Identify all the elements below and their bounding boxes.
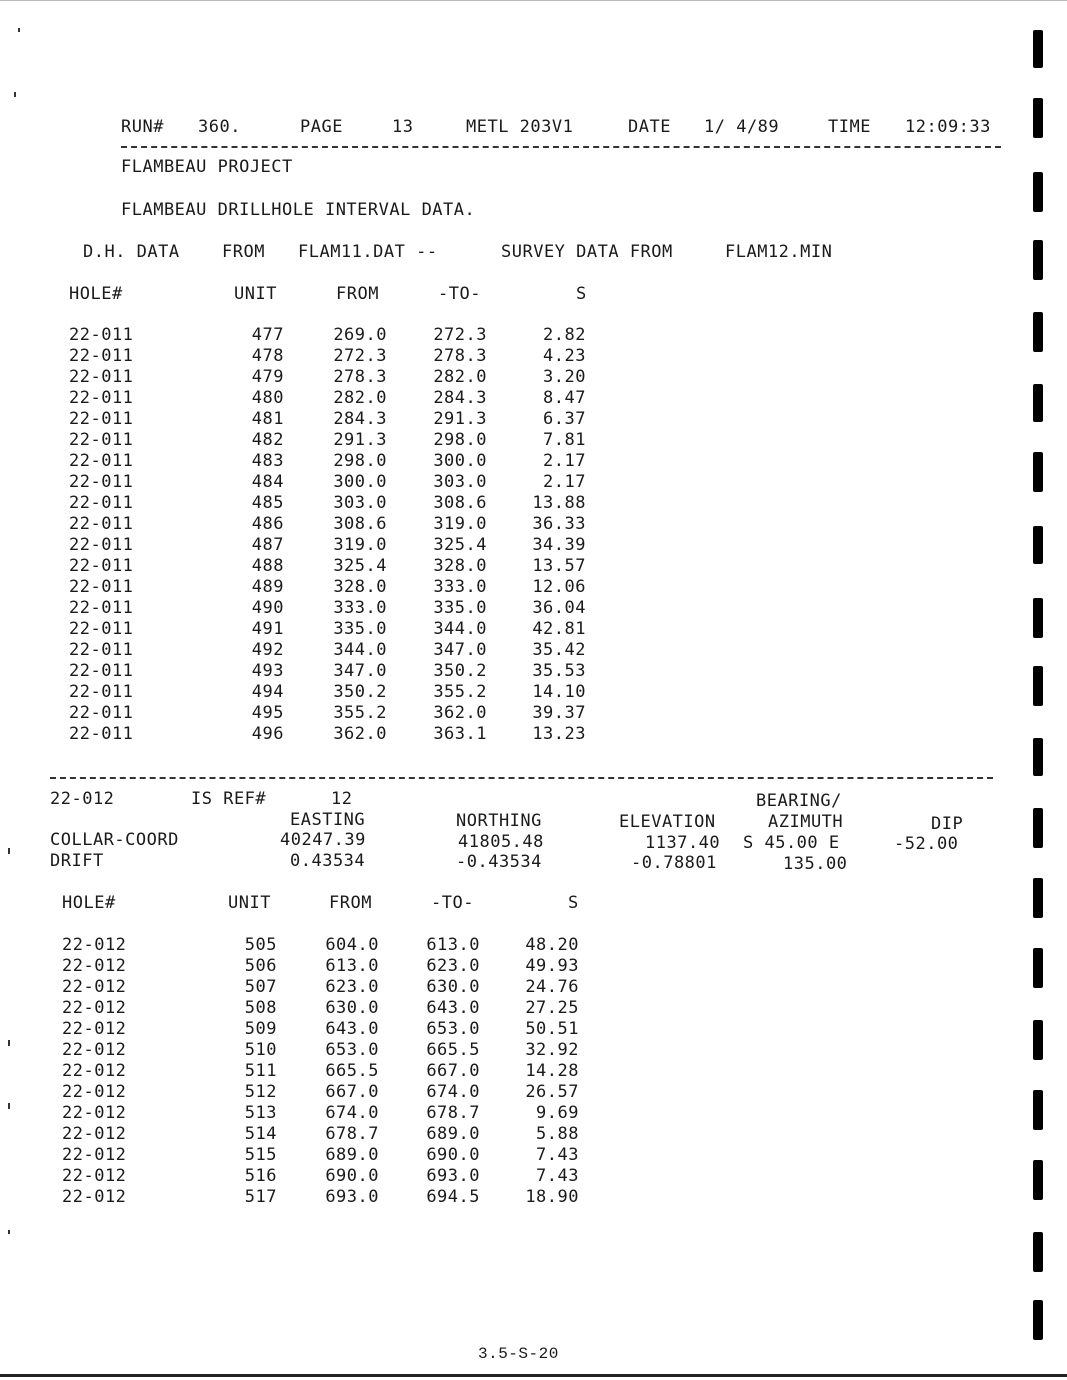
cell-unit: 505 [244,935,277,955]
cell-to: 630.0 [426,977,480,997]
table-row [0,493,700,514]
cell-to: 278.3 [433,346,487,366]
cell-unit: 483 [251,451,284,471]
cell-from: 300.0 [333,472,387,492]
table-row [0,682,700,703]
cell-s: 34.39 [532,535,586,555]
dip-label: DIP [931,814,964,834]
cell-hole: 22-011 [69,640,134,660]
cell-to: 690.0 [426,1145,480,1165]
edge-mark [1033,948,1043,988]
cell-to: 347.0 [433,640,487,660]
cell-s: 36.33 [532,514,586,534]
cell-s: 50.51 [525,1019,579,1039]
cell-to: 328.0 [433,556,487,576]
col-header-to-2: -TO- [431,893,474,913]
col-header-hole: HOLE# [69,284,123,304]
cell-to: 667.0 [426,1061,480,1081]
cell-to: 674.0 [426,1082,480,1102]
cell-from: 319.0 [333,535,387,555]
cell-hole: 22-012 [62,1166,127,1186]
cell-to: 355.2 [433,682,487,702]
page-value: 13 [392,117,414,137]
cell-hole: 22-011 [69,409,134,429]
collar-label: COLLAR-COORD [50,830,179,850]
cell-s: 6.37 [543,409,586,429]
table-row [0,956,700,977]
page-label: PAGE [300,117,343,137]
cell-hole: 22-011 [69,346,134,366]
table-row [0,430,700,451]
cell-hole: 22-012 [62,956,127,976]
cell-s: 13.57 [532,556,586,576]
cell-to: 344.0 [433,619,487,639]
cell-s: 42.81 [532,619,586,639]
edge-mark [1033,1232,1043,1272]
easting-label: EASTING [290,810,366,830]
cell-from: 643.0 [325,1019,379,1039]
col-header-s: S [576,284,587,304]
cell-from: 613.0 [325,956,379,976]
edge-mark [1033,1160,1043,1200]
drift-northing: -0.43534 [456,852,542,872]
cell-s: 26.57 [525,1082,579,1102]
cell-from: 355.2 [333,703,387,723]
col-header-to: -TO- [438,284,481,304]
collar-dip: -52.00 [894,834,959,854]
margin-speck [18,28,20,32]
margin-speck [8,848,10,854]
drift-easting: 0.43534 [290,851,366,871]
edge-mark [1033,1020,1043,1060]
cell-from: 278.3 [333,367,387,387]
margin-speck [8,1040,10,1046]
drift-label: DRIFT [50,851,104,871]
cell-unit: 517 [244,1187,277,1207]
cell-from: 328.0 [333,577,387,597]
cell-hole: 22-011 [69,388,134,408]
cell-from: 298.0 [333,451,387,471]
col-header-unit: UNIT [234,284,277,304]
table-row [0,619,700,640]
cell-from: 689.0 [325,1145,379,1165]
cell-hole: 22-011 [69,577,134,597]
cell-hole: 22-012 [62,1187,127,1207]
table-row [0,1019,700,1040]
table-row [0,1040,700,1061]
cell-s: 27.25 [525,998,579,1018]
cell-hole: 22-011 [69,451,134,471]
table-row [0,1082,700,1103]
cell-s: 24.76 [525,977,579,997]
cell-hole: 22-012 [62,1082,127,1102]
edge-mark [1033,30,1043,68]
edge-mark [1033,598,1043,638]
cell-unit: 486 [251,514,284,534]
cell-from: 325.4 [333,556,387,576]
northing-label: NORTHING [456,811,542,831]
table-row [0,409,700,430]
cell-from: 269.0 [333,325,387,345]
run-label: RUN# [121,117,164,137]
cell-hole: 22-011 [69,514,134,534]
cell-hole: 22-012 [62,1040,127,1060]
cell-hole: 22-011 [69,472,134,492]
cell-from: 362.0 [333,724,387,744]
edge-mark [1033,878,1043,918]
table-row [0,640,700,661]
cell-from: 282.0 [333,388,387,408]
table-row [0,514,700,535]
table-row [0,367,700,388]
edge-mark [1033,666,1043,706]
cell-unit: 480 [251,388,284,408]
table-row [0,1103,700,1124]
project-title: FLAMBEAU PROJECT [121,157,293,177]
collar-azimuth: S 45.00 E [743,833,840,853]
cell-hole: 22-012 [62,1061,127,1081]
cell-hole: 22-011 [69,430,134,450]
elevation-label: ELEVATION [619,812,716,832]
col-header-from-2: FROM [329,893,372,913]
cell-unit: 515 [244,1145,277,1165]
cell-s: 8.47 [543,388,586,408]
cell-hole: 22-011 [69,367,134,387]
edge-mark [1033,98,1043,138]
run-value: 360. [198,117,241,137]
report-title: FLAMBEAU DRILLHOLE INTERVAL DATA. [121,200,476,220]
edge-mark [1033,526,1043,564]
table-row [0,1124,700,1145]
cell-unit: 496 [251,724,284,744]
bearing-label: BEARING/ [756,791,842,811]
edge-mark [1033,172,1043,212]
cell-unit: 488 [251,556,284,576]
cell-unit: 481 [251,409,284,429]
cell-s: 12.06 [532,577,586,597]
cell-unit: 490 [251,598,284,618]
cell-to: 291.3 [433,409,487,429]
cell-unit: 491 [251,619,284,639]
cell-to: 308.6 [433,493,487,513]
cell-s: 13.88 [532,493,586,513]
cell-from: 678.7 [325,1124,379,1144]
margin-speck [14,92,16,97]
cell-unit: 506 [244,956,277,976]
date-label: DATE [628,117,671,137]
cell-to: 643.0 [426,998,480,1018]
cell-s: 35.53 [532,661,586,681]
table-row [0,472,700,493]
table-row [0,325,700,346]
cell-to: 303.0 [433,472,487,492]
cell-s: 2.82 [543,325,586,345]
cell-unit: 494 [251,682,284,702]
cell-s: 13.23 [532,724,586,744]
collar-elevation: 1137.40 [645,833,721,853]
cell-to: 272.3 [433,325,487,345]
cell-from: 690.0 [325,1166,379,1186]
cell-from: 653.0 [325,1040,379,1060]
cell-hole: 22-011 [69,703,134,723]
edge-mark [1033,1090,1043,1130]
table-row [0,1187,700,1208]
cell-hole: 22-011 [69,619,134,639]
drift-elevation: -0.78801 [631,853,717,873]
cell-unit: 477 [251,325,284,345]
cell-to: 613.0 [426,935,480,955]
margin-speck [8,1103,10,1109]
col-header-hole-2: HOLE# [62,893,116,913]
cell-to: 319.0 [433,514,487,534]
cell-to: 335.0 [433,598,487,618]
cell-unit: 482 [251,430,284,450]
cell-to: 623.0 [426,956,480,976]
cell-to: 298.0 [433,430,487,450]
table-row [0,724,700,745]
cell-hole: 22-012 [62,998,127,1018]
cell-s: 5.88 [536,1124,579,1144]
col-header-from: FROM [336,284,379,304]
table-row [0,1166,700,1187]
edge-mark [1033,452,1043,492]
cell-s: 2.17 [543,472,586,492]
cell-unit: 485 [251,493,284,513]
cell-unit: 478 [251,346,284,366]
table-row [0,346,700,367]
ref-value: 12 [331,789,353,809]
cell-to: 325.4 [433,535,487,555]
cell-hole: 22-011 [69,325,134,345]
table-row [0,703,700,724]
cell-hole: 22-012 [62,1145,127,1165]
cell-to: 694.5 [426,1187,480,1207]
cell-from: 630.0 [325,998,379,1018]
cell-to: 689.0 [426,1124,480,1144]
cell-hole: 22-012 [62,1124,127,1144]
cell-unit: 508 [244,998,277,1018]
col-header-s-2: S [568,893,579,913]
cell-from: 693.0 [325,1187,379,1207]
cell-to: 665.5 [426,1040,480,1060]
cell-s: 35.42 [532,640,586,660]
col-header-unit-2: UNIT [228,893,271,913]
hole-011-table [0,325,700,755]
table-row [0,1061,700,1082]
cell-hole: 22-011 [69,682,134,702]
cell-s: 39.37 [532,703,586,723]
cell-s: 7.43 [536,1166,579,1186]
cell-hole: 22-011 [69,661,134,681]
cell-from: 284.3 [333,409,387,429]
survey-file-name: FLAM12.MIN [725,242,833,262]
cell-from: 272.3 [333,346,387,366]
cell-from: 291.3 [333,430,387,450]
dh-file-name: FLAM11.DAT -- [298,242,438,262]
cell-to: 300.0 [433,451,487,471]
page-number: 3.5-S-20 [478,1345,559,1363]
cell-unit: 492 [251,640,284,660]
cell-unit: 479 [251,367,284,387]
dh-from-label: FROM [222,242,265,262]
cell-unit: 489 [251,577,284,597]
cell-to: 693.0 [426,1166,480,1186]
section-separator [50,777,993,779]
table-row [0,451,700,472]
hole-012-id: 22-012 [50,789,115,809]
cell-from: 308.6 [333,514,387,534]
cell-to: 350.2 [433,661,487,681]
cell-to: 282.0 [433,367,487,387]
cell-from: 665.5 [325,1061,379,1081]
cell-hole: 22-011 [69,724,134,744]
cell-s: 3.20 [543,367,586,387]
table-row [0,535,700,556]
table-row [0,577,700,598]
cell-from: 333.0 [333,598,387,618]
cell-from: 623.0 [325,977,379,997]
cell-hole: 22-012 [62,977,127,997]
page-bottom-border [0,1374,1067,1377]
cell-unit: 509 [244,1019,277,1039]
cell-unit: 514 [244,1124,277,1144]
table-row [0,598,700,619]
cell-unit: 511 [244,1061,277,1081]
cell-s: 7.43 [536,1145,579,1165]
page-top-border [0,0,1067,1]
cell-hole: 22-012 [62,935,127,955]
cell-unit: 484 [251,472,284,492]
cell-s: 32.92 [525,1040,579,1060]
header-separator [121,146,1001,148]
edge-mark [1033,312,1043,352]
cell-s: 14.10 [532,682,586,702]
cell-hole: 22-011 [69,535,134,555]
cell-s: 18.90 [525,1187,579,1207]
margin-speck [8,1230,10,1234]
time-value: 12:09:33 [905,117,991,137]
cell-unit: 516 [244,1166,277,1186]
collar-easting: 40247.39 [280,830,366,850]
cell-unit: 513 [244,1103,277,1123]
cell-from: 347.0 [333,661,387,681]
cell-to: 363.1 [433,724,487,744]
cell-s: 36.04 [532,598,586,618]
cell-unit: 487 [251,535,284,555]
cell-to: 284.3 [433,388,487,408]
cell-s: 49.93 [525,956,579,976]
cell-from: 667.0 [325,1082,379,1102]
table-row [0,1145,700,1166]
date-value: 1/ 4/89 [704,117,780,137]
cell-to: 333.0 [433,577,487,597]
cell-unit: 510 [244,1040,277,1060]
cell-unit: 507 [244,977,277,997]
cell-from: 335.0 [333,619,387,639]
table-row [0,935,700,956]
cell-s: 14.28 [525,1061,579,1081]
cell-s: 9.69 [536,1103,579,1123]
ref-label: IS REF# [191,789,267,809]
hole-012-table [0,935,700,1215]
cell-unit: 493 [251,661,284,681]
cell-from: 344.0 [333,640,387,660]
edge-mark [1033,738,1043,776]
cell-hole: 22-012 [62,1103,127,1123]
cell-s: 2.17 [543,451,586,471]
cell-unit: 512 [244,1082,277,1102]
time-label: TIME [828,117,871,137]
table-row [0,388,700,409]
cell-from: 604.0 [325,935,379,955]
program-name: METL 203V1 [466,117,574,137]
cell-hole: 22-012 [62,1019,127,1039]
table-row [0,998,700,1019]
cell-to: 678.7 [426,1103,480,1123]
cell-s: 48.20 [525,935,579,955]
table-row [0,977,700,998]
edge-mark [1033,240,1043,280]
table-row [0,661,700,682]
edge-mark [1033,384,1043,422]
cell-hole: 22-011 [69,598,134,618]
drift-azimuth: 135.00 [783,854,848,874]
cell-to: 653.0 [426,1019,480,1039]
cell-unit: 495 [251,703,284,723]
cell-from: 303.0 [333,493,387,513]
edge-mark [1033,808,1043,848]
cell-s: 7.81 [543,430,586,450]
cell-to: 362.0 [433,703,487,723]
survey-label: SURVEY DATA FROM [501,242,673,262]
cell-from: 674.0 [325,1103,379,1123]
cell-s: 4.23 [543,346,586,366]
cell-from: 350.2 [333,682,387,702]
dh-data-label: D.H. DATA [83,242,180,262]
collar-northing: 41805.48 [458,832,544,852]
cell-hole: 22-011 [69,493,134,513]
edge-mark [1033,1300,1043,1340]
cell-hole: 22-011 [69,556,134,576]
azimuth-label: AZIMUTH [768,812,844,832]
table-row [0,556,700,577]
